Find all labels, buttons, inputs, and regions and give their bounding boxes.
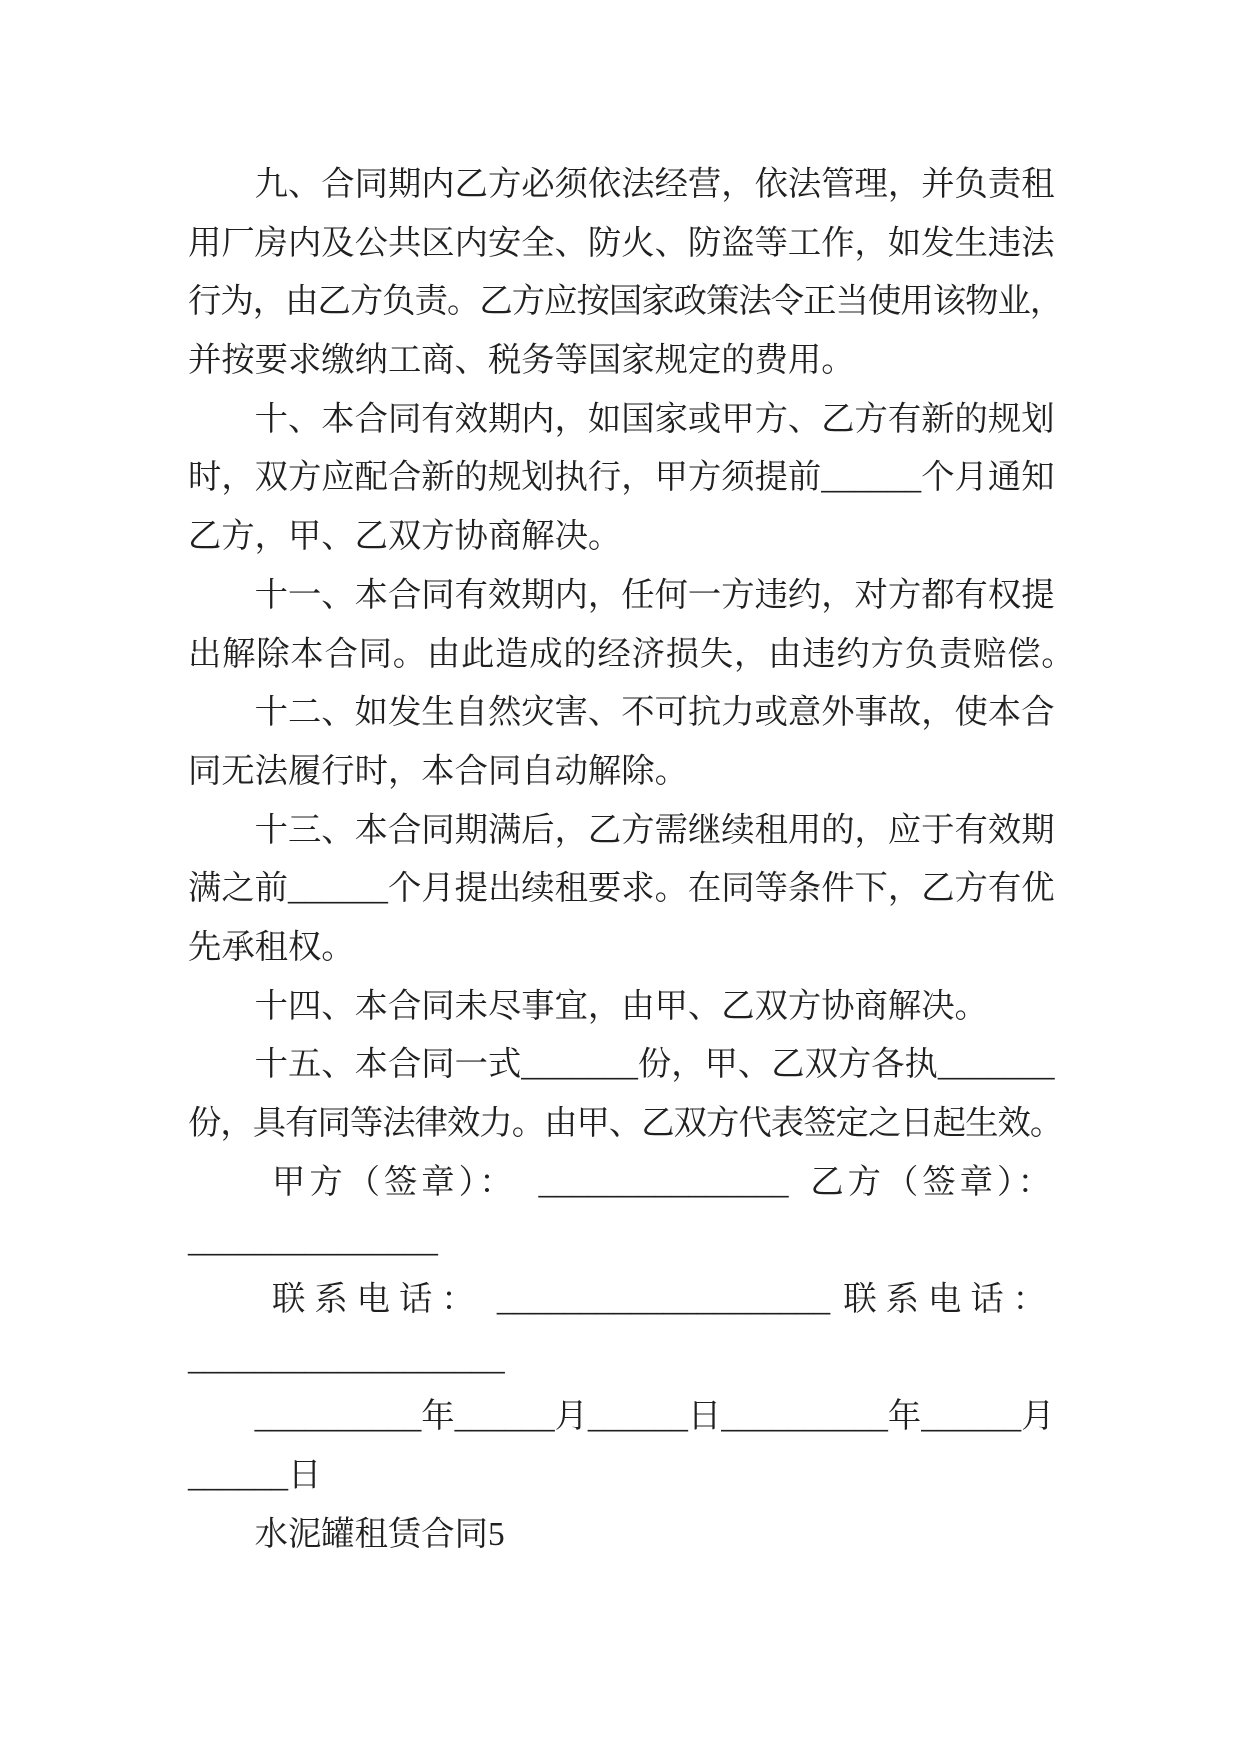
clause-10 xyxy=(188,391,1055,567)
clause-13-line: 满之前______个月提出续租要求。在同等条件下，乙方有优 xyxy=(188,870,1055,908)
party-a-phone-blank: ____________________ xyxy=(496,1281,831,1319)
clause-9-line: 行为，由乙方负责。乙方应按国家政策法令正当使用该物业， xyxy=(188,283,1063,321)
clause-12 xyxy=(188,684,1055,801)
clause-9-line: 九、合同期内乙方必须依法经营，依法管理，并负责租 xyxy=(254,166,1055,203)
date-line: __________年______月______日__________年______月 xyxy=(254,1398,1055,1436)
clause-13-line: 先承租权。 xyxy=(188,928,355,966)
party-a-phone-label: 联系电话： xyxy=(272,1281,484,1319)
clause-10-line: 十、本合同有效期内，如国家或甲方、乙方有新的规划 xyxy=(254,400,1055,438)
clause-14 xyxy=(188,978,1055,1037)
party-b-signature-label: 乙方（签章）： xyxy=(810,1163,1055,1201)
clause-15 xyxy=(188,1036,1063,1153)
clause-11-line: 出解除本合同。由此造成的经济损失，由违约方负责赔偿。 xyxy=(188,635,1076,673)
date-line-continued: ______日 xyxy=(188,1457,322,1495)
clause-14-line: 十四、本合同未尽事宜，由甲、乙双方协商解决。 xyxy=(254,987,988,1025)
clause-12-line: 十二、如发生自然灾害、不可抗力或意外事故，使本合 xyxy=(254,694,1055,732)
party-a-signature-blank: _______________ xyxy=(538,1163,789,1201)
clause-13 xyxy=(188,802,1055,978)
clause-9-line: 用厂房内及公共区内安全、防火、防盗等工作，如发生违法 xyxy=(188,224,1055,262)
signature-block xyxy=(188,1154,1055,1506)
document-body xyxy=(188,156,1076,1565)
party-a-signature-label: 甲方（签章）： xyxy=(272,1163,517,1201)
clause-11 xyxy=(188,567,1076,684)
clause-10-line: 时，双方应配合新的规划执行，甲方须提前______个月通知 xyxy=(188,459,1055,497)
party-b-phone-blank: ___________________ xyxy=(188,1339,505,1377)
phone-line xyxy=(188,1271,1055,1330)
party-b-phone-label: 联系电话： xyxy=(843,1281,1055,1319)
clause-12-line: 同无法履行时，本合同自动解除。 xyxy=(188,752,688,790)
clause-13-line: 十三、本合同期满后，乙方需继续租用的，应于有效期 xyxy=(254,811,1055,849)
clause-15-line: 份，具有同等法律效力。由甲、乙双方代表签定之日起生效。 xyxy=(188,1105,1063,1142)
signature-line xyxy=(188,1154,1055,1213)
next-section-title: 水泥罐租赁合同5 xyxy=(254,1515,505,1553)
clause-15-line: 十五、本合同一式_______份，甲、乙双方各执_______ xyxy=(254,1046,1055,1084)
clause-9-line: 并按要求缴纳工商、税务等国家规定的费用。 xyxy=(188,342,855,380)
clause-10-line: 乙方，甲、乙双方协商解决。 xyxy=(188,518,622,556)
clause-11-line: 十一、本合同有效期内，任何一方违约，对方都有权提 xyxy=(254,576,1055,614)
clause-9 xyxy=(188,156,1063,391)
party-b-signature-blank: _______________ xyxy=(188,1222,438,1260)
